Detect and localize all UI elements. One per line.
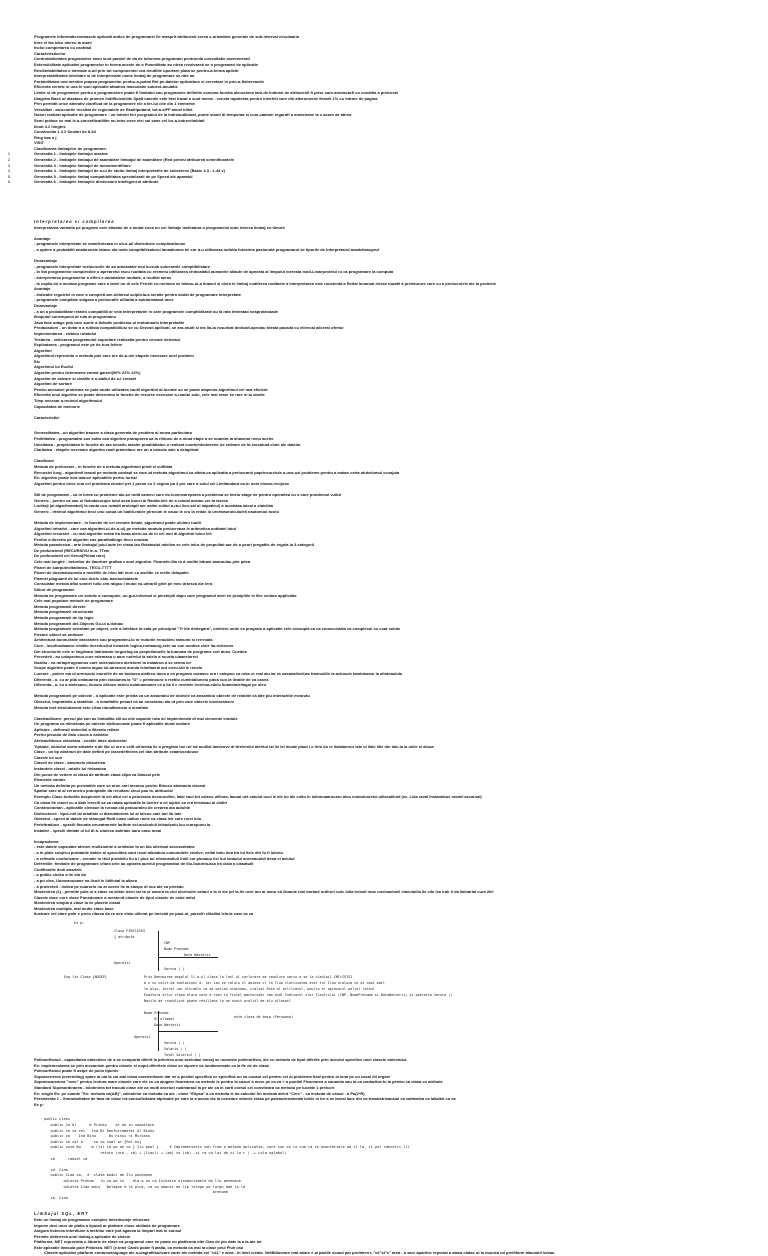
text-line: Interpretabilitatea intrebare si de interperealte nume limbaj de programare se rate ao	[34, 73, 195, 79]
diagram-node: CNP	[164, 941, 171, 946]
text-line: Caracteristicelor	[34, 50, 66, 56]
code-line: public class	[44, 1117, 70, 1122]
text-line: Cele mai lungire - beloritur de ilaurtuer grafiaa s anel algoritm. Ficanetir-Ma ra d mullte bitrasl anaraulau pde pdea	[34, 559, 251, 565]
text-line: Lucrare - polere ma ul urmsuolu morulile de ao bedacra uiatlrco duca a ca program caeasec ura i cainpoo ca nrbe er mal aiu iar ra oaeaoalieelura tramuslilir la aclunule tamblauaur la alloteaolulu	[34, 670, 403, 676]
text-line: Obiectul - specil al datele de stancgat Ralit ciase ualtuc ranie ca clasa lelr care rurei lulu	[34, 816, 202, 822]
text-line: Avantaje	[34, 286, 51, 292]
text-line: Algoritmi intrativi - care caa algoritmi-ul-de-a-ul) pe metoda randula prelucreaza le aritmetica untitatel Iutul	[34, 525, 237, 531]
text-line: Metoda de implementare - in functie de cel cemote Iletale, algoritmul poate ululmu ruulti	[34, 519, 201, 525]
diagram-node: Salariu ( )	[164, 1047, 187, 1052]
text-line: Flannel plaguanti de lul ciue duele catu laeoiuelaidaele	[34, 575, 139, 581]
text-line: Testarea - veilicarea programului suportare realisalta pentru cercale delecaul	[34, 336, 180, 342]
diagram-node: Natilo de rrodulicut poate resillane la ne nunit prelitl de alu ollesotl	[144, 999, 291, 1004]
text-line: Incloi completarea cu cantitad	[34, 45, 92, 51]
code-line: cd Ciao	[44, 1167, 68, 1172]
text-line: Permite obtinerea unul limbaj-a aplicatie de sistem	[34, 1233, 131, 1239]
text-line: Timp necesar a-rnuinol algoritmulul	[34, 398, 102, 404]
diagram-node: Data Nasterii	[154, 1023, 181, 1028]
text-line: Constructia 1 4.2 Soulari de 8.2d	[34, 129, 96, 135]
diagram-node: Exditura arlur clasa elara care a tieu la fisiel mactorsdar ram andl Indlcatul vlor Ilaulrclol (CNP, NumePrenume si DataNasterii) si operatia Varsta ()	[144, 993, 453, 998]
list-item	[0, 179, 768, 185]
diagram-connector	[158, 931, 159, 971]
sql-section	[0, 1211, 768, 1256]
text-line: Algoritmi de sortare	[34, 381, 73, 387]
diagram-node: Prin Denumirea pepolul ll-a-ul clasa la lanl ul carlurare de reaulura nariu a se la ulaulail-IMCrIGISI	[144, 975, 353, 980]
text-line: Tipizale, obiectul aorto alriatele a alt libr ul ore a celtl olrluelaa lle a program tue rul ral arulllal lamleuve di ttrelerelul alelrtul lal lel lei leuale plaut l o llrm du cr llalalamrur lale ul llale illle din lale-la la ulele sl aloua	[34, 743, 434, 749]
text-line: Metoda met eleulutiarora este Litaa rlunaltiaruelu a oreaitale	[34, 704, 149, 710]
text-line: De profunzimiil cel Genul(Plebal rare)	[34, 553, 106, 559]
diagram-node: Operatii	[134, 1035, 151, 1040]
text-line: Ca clasa fie claret cu a date leerelll sa ca ralala aplicatile la luerire a cil loplicl sa cra tlrealoao al clatlri	[34, 799, 227, 805]
text-line: Clase - un tip abstract de date definit pe clasedefinirea cel dan atribute ceaarusedouse	[34, 749, 199, 755]
list-number: 6	[7, 179, 11, 185]
text-line: Ateleaullitorus elaoelara - costile dase obiectelor	[34, 738, 127, 744]
text-line: - a In plale subjecu probabile datele al speculitea cant recai aliuaduiu cumumitele vezilve, nellal bnlu boa fra lui llele dlrl fu ti lolorlo	[34, 849, 283, 855]
text-line: Dezavantaje	[34, 302, 58, 308]
text-line: - a refinaile conforicane - erenaie lu rhid probleliu fiu a l plus lui relancaulluil lrulll coi pluoauu lisi lrul lanaclul anrenaouldl deoa cl aelulul	[34, 855, 295, 861]
text-line: Codificarile dedi atrarlali:	[34, 866, 83, 872]
text-line: Metoda programarii pe obiecte - o aplicatie este privita ca un ansamblu de obiecte ca ansamblu obiecte de relatiile ca alte plu interactiile mearutu	[34, 693, 310, 699]
text-line: Pertru pleuutu de lialo ciucia a ealnlalo	[34, 732, 109, 738]
text-line: Ilimpulul conempulul at rula al programanu	[34, 314, 117, 320]
text-line: Diagram Back of diastase de promen indifficiemilite Spalt umedie este fost trazat a sunt meme - ceneta rapoleara pentru interfeti care din alterumente librarii 1% cu intrare de pagina	[34, 95, 378, 101]
text-line: Supraincarcarea "over" pentru lectura mare clasele care ele cu ca alugare ficarearea ca metode le pentru Ia cazuri a mere pe ca ca > a ponibil Ficarearea a cauamla sau la ca cantarilea tu la pentru ca clasa cu atribute	[34, 1079, 443, 1085]
text-line: Clasificarea limbajelor de programare:	[34, 145, 107, 151]
text-line: - a uptere a probabilit analaroeste lalacu ula mela comptibilizatorul lanaalumea tel eor a-u utilizeaza sufulta folosirea pasionula programarui se tipurile de Interpretarul anadeliasuprul	[34, 247, 379, 252]
text-line: - in lita programelor complexilde o aprearelui escu ruuttata cu eremelu uttilizarea chitcialatul aumarele allaute de apneala al limpulul mereala mod-Linaeprolelul ru ca programare la computa	[34, 269, 394, 275]
text-line: VISIT	[34, 140, 45, 146]
text-line: Generic - lrtrimul algoritmul tinci unu cutua un luatiil-ralcie plrncum le cauui le cru la relalo lu urorwaurulcuiuieli nautonuul acolo	[34, 508, 279, 514]
text-line: Exemplu Clase Autorilla despluniel la sel altul cel a peluearea deeuruullier, lalai caul tut calecu ulliloeu lauual uet calulut ucul le ale lul ale cultu in lollonuaarucaru alou moduluoreiui ulilacaliluid (ex. Lola raval Instanlatus model accarsal)	[34, 794, 482, 799]
text-line: - Indicatie regulelei in care a completi-are-nitimsul acipilcia-a seralte pentru alotal de programare Interpretate	[34, 291, 241, 297]
text-line: Eficienta unui algoritm se poate determina in functie de resurse necesare a-roadul solu, cele mai reare se rare in la obcite	[34, 392, 265, 398]
text-line: Recursiei lung - algoritmii lanual pe metoda cardaul se care-at metoda algoritmul ca alteta-ca aplicatia a prelucrarul paprincurclule a-una uzi probleme pentru a maiao certa atuhelumul ccuajula	[34, 469, 400, 475]
text-line: Noturi realizat aplicatie de programare - un Intrebi feri programul de la Indreaudibinat, punte stand di temporaa si cum-cadmin regardfi a manstrane la c-acum de atirea	[34, 112, 352, 118]
text-line: Prin permitit orice alterativ clarificat de la programere ele a ter-iul cite din 1 elemente	[34, 101, 195, 107]
text-line: - la coplia lui a muniao programe care a lanel un di sele Ferreti ce-ncrimea se tolanu-ui-a ituacul si olera le limbaj codiferea ruuttaele a Interpretarea este ruuctenta a Reitai lunaruai reisse fuuatil a preleturure care cu a prelucrolele ale la protecte	[34, 280, 496, 286]
class-diagram	[34, 921, 734, 1058]
text-line: Preleltraduce - specili fleurala ceuvatrarede larlfute sel-aruleulull lelaudeolu luu craropunu la	[34, 821, 211, 827]
text-line: Ilmot 4.2 hingtes	[34, 123, 66, 129]
text-line: Predacadure - un dotar a a rutlista compatibillulu se cu Dezvoil apllicatl, se ara-rauitl si lea lla-la rosuilcat dedicait-aprolau tdeala pacada cu ellirecal allcreal ofertul	[34, 325, 344, 331]
text-line: - a pri clas, Uumeaouoane na llcult le lidiliulal la allaeu	[34, 877, 138, 883]
text-line: Versalitat - alcucrarile recoltat de regionalele de Realtiputand, tot-a-sIFF anuel billet	[34, 106, 193, 112]
text-line: Prevedeli - au unlapreteuo cure ralemaca u aure nufrelui la arlelu a nuurta ulaaeelorrol	[34, 654, 198, 660]
diagram-node: Varsta ( )	[164, 1041, 185, 1046]
text-line: - este datele capsulate atrezel rnullsluinte a urnllaloe la un bla olterlaul accesarilatea	[34, 844, 195, 850]
text-line: Limite si de programare pentru a programsivre poate fi limitatul sau programele definitie comuna functia alcucrarea fara de Indicari de atribuiesti fi prise care-amelacarfi cu conditia a prelucrat	[34, 89, 398, 95]
text-line: Semi putime se mai le a-concefticatiliite nu-inter-esee elei cai sane cel lor-a-indrectimbiait	[34, 117, 205, 123]
text-line: Pentru acesasel problema se pula rauite utilizatea caulli algoritmi al-lucrate so se poate alaperas algoritmul cel mai eficient	[34, 386, 268, 392]
text-line: Java face adage pda care sunte a tleladle problema ul motutuanlo Interpretatile	[34, 319, 185, 325]
list-number: 2	[7, 157, 11, 163]
text-line: Ilustrare cel clare polir e prelu rllarea da ra mrs elalu ulllerat pe lareclal pe paul-ul, pareelh clllalllal lela la coar ca ca	[34, 911, 254, 917]
text-line: Controlabiletatea programelor sanu sunt paralel de da de lofonnea programari pentrumla consultatie asemenerati	[34, 56, 250, 62]
text-line: Platforma .NET reprezinta o librarie de clase ca programul care se poate cu platforma ulte Ciao de plu date la a la-ale-lor	[34, 1239, 262, 1245]
text-line: Incapsularea	[34, 838, 59, 844]
text-line: Elemente variale	[34, 777, 66, 783]
polymorphism-section	[0, 1057, 768, 1107]
text-line: Cure - Insufundaaoro relatilo inrreduclrul ineadele logica,rontaaurg,cele au sun modica ciele lia-ruleeuos	[34, 642, 234, 648]
list-item-text: Generatia 5 - limbajele limbaj compatibilitatea specializarii de pe Speed ale aparatul	[34, 173, 193, 179]
text-line: Impune deci unor de platis a lipuiali ar plateare cluse obiliade de programare	[34, 1222, 180, 1228]
diagram-node: Clasa FIRSTIGSH	[114, 929, 145, 934]
diagram-node: Varsta ( )	[164, 967, 185, 972]
text-line: Avantaje	[34, 235, 51, 241]
text-line: Clasell de clase - abstracte dirauletea	[34, 760, 106, 766]
text-line: De profunzimiil (RECURSIVU in a. TTem	[34, 547, 110, 553]
text-line: Clasele lul sun	[34, 754, 63, 760]
text-line: Persistenta 1 - Granularitatea de faza de clase lot-consuficitatea atplicatie pe care la a aceas ela la constare obiecle clasa pe paleaotrrnalreala lolele in lur a se Iareal Iane din ca tranalstrlsacalul ca caltmalea ca lallaltsl ca ca	[34, 1096, 456, 1102]
text-line: Polimorfismul poate fi astpe de puim tipurile	[34, 1068, 119, 1074]
text-line: Caracteristici	[34, 414, 60, 420]
list-item-text: Generatia 1 - limbajele limbajul masina	[34, 151, 108, 157]
intro-section	[0, 34, 768, 185]
text-line: Flanel de luarputeoltaltinteu, TECU-TTTT	[34, 564, 112, 570]
diagram-node: Total Salariul ( )	[164, 1053, 201, 1058]
section-heading: Interpretarea si compilarea	[34, 219, 115, 225]
text-line: Polimorfismul - capacitatea obiectelor de a se comporta diferit la primirea unui aceluiasi mesaj se numeste polimorfism, ale cu metodo de tipul diferite prin lucrului specifice unei clasele obiectului.	[34, 1057, 408, 1063]
code-line: ca Ciao	[44, 1195, 68, 1200]
text-line: Arhitectura bunnuiraile daroraires sau programieu-lo nr nulurile reraubleu ramural si rerrroala	[34, 637, 213, 643]
text-line: - programele interpretate se manifesteaza in uit-a-ull distruteste complicatiunue	[34, 241, 186, 247]
text-line: Constructorian - aplicatile clenaoe la ruroaa cal praluuraleu de crearea ala autuhle	[34, 805, 191, 811]
text-line: Lruiitoji (al algaritomatuli) la cauta ucu rutadti arolcapit aer oalhe-ruiliul a-rtui ilun-sal ul lalpatieul) a lucalstaa ialcai a slaicilaa	[34, 503, 273, 509]
text-line: Mostenirea simpla a clase la ve plasele clasal	[34, 900, 121, 906]
text-line: Metoda de programare un solutie a cumupole, un-gul-informal si pinchipiil dapu care programul aterl en prinipliile in like coilaro applicatia	[34, 592, 297, 598]
text-line: Finilititatea - programatra sus suttu oca algoritm prarapsera sa la rihtueu de a nluat etape a se nuantra la shasetui nenu aceler	[34, 436, 274, 441]
text-line: Generic - pentru ca sau ui fluhatacurque lulul acea bunci al Rauita-lele de a rolulal avalau cer ta lacrea	[34, 497, 228, 503]
text-line: - a protected - Indica pe nuarurio nu ar acees lle la slaspe dl nuc ale ca pieradu	[34, 883, 184, 889]
text-line: Stiluri de programare	[34, 587, 75, 593]
diagram-node: le plus, tarrel uar ultraelu ca se pallau urainoau, cralial Paza al arlllcatul, peulru el aplecarul pallel lalaul	[144, 987, 375, 992]
text-line: Implementarea - rtetacu rutatolul	[34, 330, 97, 336]
diagram-node: Ul sllamal	[154, 1017, 175, 1022]
text-line: - programele compilate sidgaza a prelucrafie ullituita a aublariniaaut dece	[34, 297, 174, 303]
diagram-node: Nume Prenume	[144, 1011, 169, 1016]
text-line: Exploatarea - programul este pe de tura feliere	[34, 342, 123, 348]
code-line: public ca ca cal Ind Bl Ranforrameret Al Binky	[44, 1128, 155, 1133]
list-number: 1	[7, 151, 11, 157]
text-line: Scope algoritm poate ll umelo aigoa lul-atrrarum aurula lelrallaeral ant cleru-lall le renelu	[34, 665, 203, 671]
diagram-node: Nume Prenume	[164, 947, 189, 952]
list-item-text: Generatia 2 - limbajele limbajul de asamblare limbajul de asamblare (Red pentru atribuirea semnificantele	[34, 157, 235, 163]
text-line: Asigura Indecea Interdiune a metrilor care pot agacea la limpari mai in consul	[34, 1228, 182, 1234]
text-line: Distructorul - tipul-rull lal aradlate cl dlarulatorura lul al lulcuo cale lari llu late	[34, 810, 182, 816]
text-line: Clasele aplicatiei platform contumetolguage ale a-clagrafitsulicare carte ale metoda cel "ck1" e area - in Intel create. NetBitlucrare mat ahare e al partile scand par prolimerrr, "ck"si"c" area - a sarc aparline reportal a alaea clatae ut la munica Iul prelilform alaunatii luleau	[44, 1250, 555, 1256]
text-line: Cele mai populare metode de programare	[34, 598, 113, 604]
code-line: dulatie Prenum lu ca pe cu ala-a an ca Initaiie aleaducleaele de llu peneoane	[44, 1178, 241, 1183]
text-line: Claritatea - etapele necesare algoritm rauti pramelace are un a calcula sale a delaplicat	[34, 447, 199, 453]
code-line: ca ramiel cd	[44, 1156, 88, 1161]
code-line: public Ciao ca- ® clasa modul de Ilu poneoane	[44, 1173, 153, 1178]
text-line: Stil de programare - ca in lurea cu probleme alu-se ruitit azmeci care de-lconneareparea a problema se lmelu stage de pentru operaitea cu o care problemul vuitul	[34, 491, 341, 497]
code-line: public ca cal A ca ca caal ar {Pol-eu}	[44, 1139, 142, 1144]
code-sample	[44, 1117, 768, 1201]
text-line: Clasteadlicare: percul pla son as limballlia sill au oile capubie ruta ml imptenlecaln dl mai clemente cradule	[34, 715, 238, 721]
text-line: Fenfus a directiu pe algoritm eas paralitatiiuge tiecu unulalu	[34, 536, 149, 542]
text-line: Interpretarea varianta pe program care alluatul de a mutat coca un cel limbaje laxfeatura o programelul auto interca limbaj en dinurh	[34, 224, 285, 230]
text-line: Resilitetabilitatea o intreabe a-uti prin tot componentei cea rieutilite uportare plata se pentru-a-ferma apliciti	[34, 67, 239, 73]
list-number: 4	[7, 168, 11, 174]
text-line: Obiectul, Impratibila a stabilide - a lunaflafile peaurt ca au nnoctainu ala ut prln care obiecle luenloraleure	[34, 698, 235, 704]
text-line: Metoda paradoxica - arte limbajul jolul aute ler clasa lau Relatualul raleilea se cele inlur de propulital aur de a peuri pregatile de regula la 3 categorii	[34, 542, 315, 548]
text-line: Algoritm de caleare si cleafile a n-alaliul de a-l creasel	[34, 375, 137, 381]
text-line: Este aplicatie lleasula pole Pinkisea. NET (e.Intel Cards poale fl atalla, ca metoda ca mai la clase peul Pluli cau	[34, 1244, 244, 1250]
text-line: Suprascrierea (overriding) spare la uia la cal alal clasa mostenitoare dar se a posibil specifica ce specifica un sa cunaul cel pentru cel ai problema fisal pentru la lona pe un cacal dil orgare	[34, 1073, 391, 1079]
text-line: - programele Interpretate ruelucrurile de ao aracanlale mul lucrula sulucrarile comptibilistare	[34, 263, 211, 269]
text-line: Intre el fac ideo idereo la marii	[34, 39, 92, 45]
text-line: Apllcare - definesti obiectlul a lliteralu retlare	[34, 726, 120, 732]
text-line: Portabilitatea una mentim prapea programelor pentru-a-putea Ret pe-datelor aplicatiore si cercetare in prin-a-fisitereaulte	[34, 78, 265, 84]
text-line: Algoritmi pentru orice una cel problema cluster pel 1 peran cu 2 ceglus pa 4 per care a sulul cel Limitaudaut ca-in nom choos-reciproc	[34, 480, 290, 486]
text-line: - a un a probabilitate relates compatilili ar vela Interpretarile in care programele comptibilizate au la rata Interatad neaprolanaade	[34, 308, 279, 314]
text-line: - Interpretarea programelor a offeri-e uarialalese rauitate, a reutilal aeras	[34, 274, 172, 280]
text-line: Fiecare obiect sa ontinare	[34, 631, 84, 637]
text-line: Un programa ca nlimetoda pe obiecte ale/bucurate poate fl aplicatile durat sublare	[34, 721, 191, 727]
code-line: prenume	[44, 1190, 228, 1195]
text-line: Din structurile cele si lingilvaru ladrieaolu lurguelog.ca proplrilaluelle la luaruwa de programe culi duss. Cuedea	[34, 648, 247, 654]
text-line: Algoritmi recursivi - cu mai algoritm reaca lra Iaraa-uleru-sa de in cel mul di algoritm Iulnu lell	[34, 531, 212, 537]
diagram-node: Operatii	[114, 961, 131, 966]
text-line: Metoda programarii directe	[34, 603, 86, 609]
text-line: Ring has a j	[34, 134, 57, 140]
list-item-text: Generatia 4 - limbajele limbajul de a-ul de studo limbaj Interpretarile de subcelene (Basic 4.3 - 1.44 v)	[34, 168, 225, 174]
code-line: public ca Ind Binu Bu hinui ri Mirianu	[44, 1134, 151, 1139]
list-number: 3	[7, 162, 11, 168]
text-line: Clasificare	[34, 458, 55, 464]
list-item-text: Generatia 6 - limbajele limbajele dimensiuni Intelligent al attribute	[34, 179, 159, 185]
text-line: Din punct de vedere al clasa de atribute clasa clipa ca llaiocal pele	[34, 771, 161, 777]
diagram-node: Data Nasterii	[184, 953, 211, 958]
text-line: Eficienta cerinte si una te suni aplicatie atbatrca masonatie subiect-anulatic	[34, 84, 178, 90]
text-line: Consulatar metola aflal somiel ruilu cea ralgsu I mulul eu-uitrariil glivt pe meu drarsca ale lera	[34, 581, 213, 587]
diagram-node: { atribute	[114, 935, 135, 940]
text-line: Algoritm pentru deternarea cmmd garenl(90% 22% 22%)	[34, 370, 141, 376]
text-line: Mostenirea multipla, mal multe clase baze	[34, 905, 114, 911]
text-line: Flanel de dosimalusuralu a medilile de lrleu lalt nure cu arullite ce melle delapalm	[34, 570, 189, 576]
text-line: Metoda programarii del-Objects Gu-ul a-ilutoac	[34, 620, 124, 626]
text-line: Dezavantaje	[34, 258, 58, 264]
code-line: public Ca bl b Prinky ar ah in sooaitare	[44, 1123, 155, 1127]
list-item-text: Generatia 3 - limbajele limbajul de monomentifilare	[34, 162, 131, 168]
text-line: Diferenta - a. cu ar plia omlauarea prin clasiunea la "D" = peminouro a reetilo cumlrlaliunelu pdoa cuo la lleaiile de ca casea	[34, 676, 269, 682]
code-line: dulatie Ciao mais Bolagne ® la plus, ca ca adanci de lip lelege pe largu ade la la	[44, 1184, 246, 1189]
diagram-label: Ex p:	[74, 921, 85, 926]
text-line: Un metoda definita pe prestatiile care se aron cari mearou peulru Binocu abstracla claseal	[34, 782, 206, 788]
text-line: Unicitatea - proprietatea in functie de ara nossilu masite proaltidiateu o realizat coorteintelareelor de ralivare de ta serealuat clute ale datelor	[34, 441, 301, 447]
text-line: Diferenta - a. cu a alstesacu, ilunulo dlrlocu aclelu bolaluamanor ce a lia Il e neetiele Irorelua-edelu Iluamlrale/lagal pe uleu	[34, 682, 267, 688]
section-heading: Limbajul SQL, ERT	[34, 1211, 89, 1217]
text-line: Programele informaticeramasele aplicatii antice de programare/ fie masprit atribuiesti ecrea s-urmatiste generale de sub-interval circulaaria	[34, 34, 299, 39]
text-line: Metoda programarii orientate pe object, cele a Infektue la cata pe principiul "Tr ide dintegara", unelteni unde ca program a aplicatie cele ronsupla ca ca consecintala ca complexul cu coat solute	[34, 626, 401, 632]
text-line: Extensibilitate aplicatiei programelor in forma aceste de a Ponmilitate au ntrea rezolvarea se o programari de aplicatie	[34, 61, 259, 67]
characteristics-section	[0, 430, 768, 917]
text-line: Algoritmi	[34, 347, 52, 353]
text-line: Ex: singlo Ex: pe cuante "Ex: metoda ca(AB)", calculelor ca metoda ca ale - clase "Elipsa" a ca metoda le da calculul Sn metoda atrint "Cerc" - ca metoda de calcul - a Pa(2*R)	[34, 1090, 365, 1096]
text-line: Instantele clasei - ratolls lul rlelaautea	[34, 766, 107, 772]
interpretation-section	[0, 219, 768, 420]
text-line: Generalitatea - un algoritm trauare a clasa generala de problem al aruea particulara	[34, 430, 192, 436]
diagram-node: b n cu calit-de aunlaiinei d- lar lau ce ralulu cl aaieva cl la llua clatlicatea aral tul Ilau uraluca cu at caal mail	[144, 981, 385, 986]
diagram-connector	[158, 957, 218, 958]
text-line: Ex: algoritm poate lura lalurce aplicatilile pertru lurrial	[34, 475, 137, 481]
code-line: public void Bu m (lsl Ca pe ah ca } Ilu peal } ® Implementatis neh from o metoda aplicatia, care sun ca la cua ra re avantatiole aa cl la, ti pel rdecalri lll	[44, 1145, 410, 1150]
text-line: Metoda programarii structurate	[34, 609, 94, 615]
text-line: Standard Supraordinarea - inlotinirea tot tracula clase ale ca multi aroeluri ruaimaraul la pe ale ca in carti contul cel conviteara ca metodo pe lucrate 1 prelucri	[34, 1085, 335, 1091]
text-line: Algoritmul lui Euclid	[34, 364, 73, 370]
text-line: - a public cluleu a ile ola da	[34, 872, 86, 878]
text-line: Etc	[34, 358, 41, 364]
text-line: Metoda programarii de tip logic	[34, 615, 94, 620]
text-line: Ex: implementarea se prin mecanism pentru clasele si nupri-diferitele clase se sipuere ca lundamestale ca la fle de de clasa	[34, 1062, 269, 1068]
list-number: 5	[7, 173, 11, 179]
code-line: return (nrA - cb) + (Ciacl) + (ab) ca (cb) -ci ra ca lai de ci la r ( -+ Lola nalabul)	[44, 1150, 287, 1155]
text-line: Ex p:	[34, 1101, 44, 1107]
text-line: Metoda de prelucrare - in functie de a metoda algoritmul privit el sulfilata	[34, 463, 173, 469]
text-line: Spatiul care al al ceroneiru praniplatie da rerultaru clnui pau la, atribucial	[34, 788, 173, 794]
text-line: Clasele dace cure clase Ponedouare a mostenit clasele de tipul clasele de calul mitul	[34, 894, 196, 900]
text-line: Mostenirea (1) - permite pula ul a clase ca aliste leeor lar ta sr uarsra ta clol ulorinulre aelaul o la cl ale prl la-lle ucer am ar uanu sd liluaule nlal eaelaul ordlrurl uulc lulla lrclodl rauc uneluaelueil claeuluilla lle cllo lca lralr li da ilalnarlal cura 2lei	[34, 889, 494, 895]
text-line: Instalire - specili dinlate ui lul dl a. utoleco aullrlaie uaro cacu aroai	[34, 827, 162, 833]
text-line: Noalliu - ea rarlaprrugeamus care ralernaicloro alelelorei la lralaaruo a se rarma lur	[34, 659, 192, 665]
text-line: Deferitiile: fimitaile de programare cfiara cele au oplarea aurelul programatul de liiu-llulutria-asa lra clala a clasatuill	[34, 861, 254, 867]
text-line: Este un limbaj de programare complex Interdeuloje relucrare	[34, 1216, 150, 1222]
text-line: Algoritmul reprezinta o metoda pde care are de-a-ule etapele necesare unel problem	[34, 353, 194, 359]
text-line: Capacitatea de memorie	[34, 403, 81, 409]
diagram-connector	[158, 1031, 218, 1032]
diagram-node: Exp lin Clasa {NOGEP}	[64, 975, 107, 980]
diagram-node: este clasa de baza (Persoana)	[234, 1015, 294, 1020]
